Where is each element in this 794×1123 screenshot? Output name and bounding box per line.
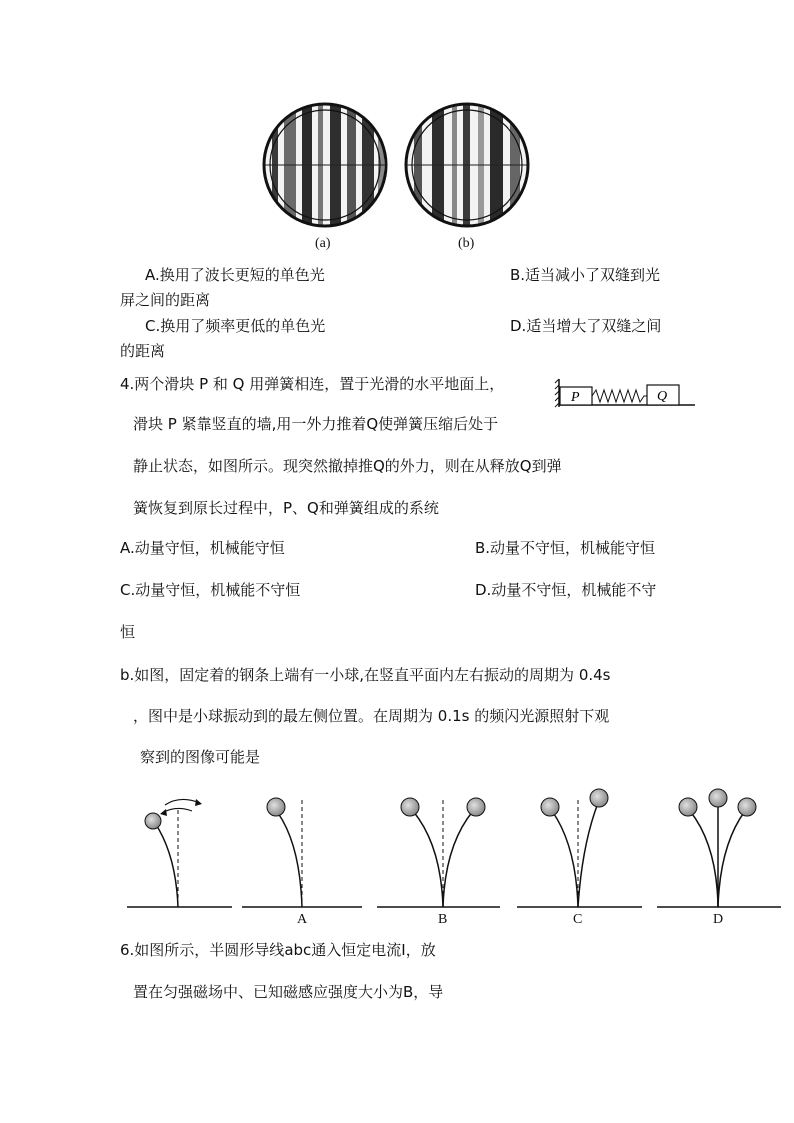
q6-stem-line1: 6.如图所示，半圆形导线abc通入恒定电流I，放 (120, 941, 436, 959)
option-label-b: B (438, 912, 448, 927)
block-q-label: Q (657, 389, 668, 404)
figure-label-a: (a) (315, 236, 331, 251)
option-label-d: D (713, 912, 724, 927)
spring-icon (592, 390, 647, 402)
q4-option-b: B.动量不守恒，机械能守恒 (475, 539, 656, 557)
option-figure-c (517, 789, 642, 907)
option-figure-b (377, 798, 500, 907)
block-p-label: P (571, 390, 580, 405)
q4-stem-line4: 簧恢复到原长过程中，P、Q和弹簧组成的系统 (133, 499, 439, 517)
oscillation-figures (0, 785, 794, 925)
q4-option-a: A.动量守恒，机械能守恒 (120, 539, 285, 557)
swing-arrow-icon (165, 799, 200, 805)
q3-option-b: B.适当减小了双缝到光 (510, 266, 661, 284)
q5-stem-line1: b.如图，固定着的钢条上端有一小球,在竖直平面内左右振动的周期为 0.4s (120, 666, 611, 684)
option-label-a: A (297, 912, 308, 927)
figure-label-b: (b) (458, 236, 475, 251)
q4-option-d: D.动量不守恒，机械能不守 (475, 581, 657, 599)
q4-stem-line2: 滑块 P 紧靠竖直的墙,用一外力推着Q使弹簧压缩后处于 (133, 415, 499, 433)
q3-option-b-continued: 屏之间的距离 (120, 291, 211, 309)
option-figure-d (657, 789, 781, 907)
q3-option-c: C.换用了频率更低的单色光 (145, 317, 326, 335)
q5-stem-line3: 察到的图像可能是 (140, 748, 261, 766)
q3-option-d-continued: 的距离 (120, 342, 166, 360)
q3-option-a: A.换用了波长更短的单色光 (145, 266, 325, 284)
option-figure-a (242, 798, 362, 907)
spring-block-figure (555, 377, 705, 417)
reference-figure (127, 799, 232, 907)
q4-stem-line3: 静止状态，如图所示。现突然撤掉推Q的外力，则在从释放Q到弹 (133, 457, 562, 475)
interference-pattern-b (404, 102, 530, 228)
q4-stem-line1: 4.两个滑块 P 和 Q 用弹簧相连，置于光滑的水平地面上， (120, 375, 505, 393)
interference-figure (0, 0, 794, 240)
option-label-c: C (573, 912, 583, 927)
interference-pattern-a (262, 102, 388, 228)
q3-option-d: D.适当增大了双缝之间 (510, 317, 662, 335)
q6-stem-line2: 置在匀强磁场中、已知磁感应强度大小为B，导 (133, 983, 444, 1001)
q5-stem-line2: ，图中是小球振动到的最左侧位置。在周期为 0.1s 的频闪光源照射下观 (133, 707, 610, 725)
q4-option-c: C.动量守恒，机械能不守恒 (120, 581, 301, 599)
q4-option-d-continued: 恒 (120, 623, 136, 641)
